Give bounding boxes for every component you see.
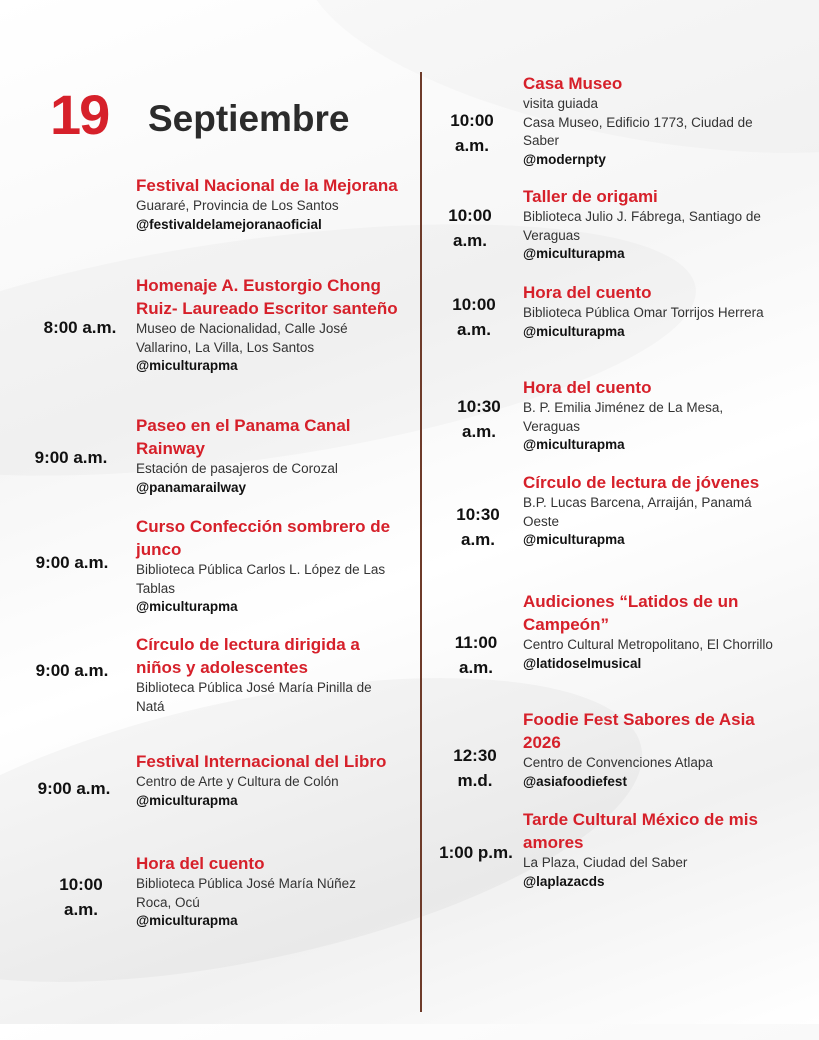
event-title: Hora del cuento bbox=[523, 283, 652, 302]
event-time: 10:00 a.m. bbox=[448, 206, 492, 250]
event-time: 11:00 a.m. bbox=[454, 633, 498, 677]
event-time: 10:00 a.m. bbox=[59, 875, 103, 919]
event-time: 10:30 a.m. bbox=[457, 397, 501, 441]
event-handle: @miculturapma bbox=[136, 913, 238, 928]
event-location: Centro Cultural Metropolitano, El Chorrillo bbox=[523, 637, 773, 652]
event-location: Centro de Convenciones Atlapa bbox=[523, 755, 713, 770]
event-location: Centro de Arte y Cultura de Colón bbox=[136, 774, 339, 789]
event-title: Foodie Fest Sabores de Asia 2026 bbox=[523, 710, 755, 752]
event-title: Homenaje A. Eustorgio Chong Ruiz- Laureado Escritor santeño bbox=[136, 276, 398, 318]
event-time: 10:30 a.m. bbox=[456, 505, 500, 549]
event-location: Guararé, Provincia de Los Santos bbox=[136, 198, 339, 213]
event-location: B.P. Lucas Barcena, Arraiján, Panamá Oeste bbox=[523, 495, 752, 529]
event-title: Casa Museo bbox=[523, 74, 623, 93]
event-location: visita guiada Casa Museo, Edificio 1773, Ciudad de Saber bbox=[523, 96, 753, 148]
event-time: 10:00 a.m. bbox=[450, 111, 494, 155]
event-handle: @miculturapma bbox=[523, 246, 625, 261]
event-location: Estación de pasajeros de Corozal bbox=[136, 461, 338, 476]
event-title: Círculo de lectura dirigida a niños y adolescentes bbox=[136, 635, 360, 677]
event-title: Paseo en el Panama Canal Rainway bbox=[136, 416, 351, 458]
event-location: Biblioteca Julio J. Fábrega, Santiago de Veraguas bbox=[523, 209, 761, 243]
event-title: Festival Internacional del Libro bbox=[136, 752, 387, 771]
event-handle: @festivaldelamejoranaoficial bbox=[136, 216, 322, 232]
column-divider bbox=[420, 72, 422, 1012]
event-time: 1:00 p.m. bbox=[439, 843, 513, 862]
event-time: 9:00 a.m. bbox=[37, 779, 111, 798]
event-time: 9:00 a.m. bbox=[35, 661, 109, 680]
event-title: Festival Nacional de la Mejorana bbox=[136, 176, 398, 195]
event-location: Biblioteca Pública José María Pinilla de Natá bbox=[136, 680, 372, 714]
event-location: Biblioteca Pública José María Núñez Roca, Ocú bbox=[136, 876, 356, 910]
event-handle: @modernpty bbox=[523, 151, 606, 167]
event-title: Círculo de lectura de jóvenes bbox=[523, 473, 760, 492]
event-time: 10:00 a.m. bbox=[452, 295, 496, 339]
event-handle: @laplazacds bbox=[523, 873, 605, 889]
event-handle: @miculturapma bbox=[523, 532, 625, 547]
event-location: La Plaza, Ciudad del Saber bbox=[523, 855, 688, 870]
event-title: Hora del cuento bbox=[136, 854, 265, 873]
event-handle: @miculturapma bbox=[523, 437, 625, 452]
event-time: 12:30 m.d. bbox=[453, 746, 497, 790]
date-month: Septiembre bbox=[148, 98, 350, 139]
event-handle: @miculturapma bbox=[136, 792, 238, 808]
event-handle: @miculturapma bbox=[136, 358, 238, 373]
event-location: Biblioteca Pública Omar Torrijos Herrera bbox=[523, 305, 764, 320]
date-day: 19 bbox=[50, 83, 109, 146]
event-location: Museo de Nacionalidad, Calle José Vallarino, La Villa, Los Santos bbox=[136, 321, 348, 355]
event-handle: @latidoselmusical bbox=[523, 655, 642, 671]
event-title: Taller de origami bbox=[523, 187, 658, 206]
event-title: Curso Confección sombrero de junco bbox=[136, 517, 391, 559]
event-handle: @miculturapma bbox=[136, 599, 238, 614]
event-title: Tarde Cultural México de mis amores bbox=[523, 810, 758, 852]
event-time: 9:00 a.m. bbox=[35, 553, 109, 572]
event-title: Audiciones “Latidos de un Campeón” bbox=[523, 592, 739, 634]
event-location: B. P. Emilia Jiménez de La Mesa, Veraguas bbox=[523, 400, 724, 434]
event-location: Biblioteca Pública Carlos L. López de Las Tablas bbox=[136, 562, 386, 596]
event-handle: @asiafoodiefest bbox=[523, 773, 627, 789]
event-title: Hora del cuento bbox=[523, 378, 652, 397]
event-handle: @panamarailway bbox=[136, 479, 246, 495]
event-handle: @miculturapma bbox=[523, 323, 625, 339]
event-time: 8:00 a.m. bbox=[43, 318, 117, 337]
event-time: 9:00 a.m. bbox=[34, 448, 108, 467]
